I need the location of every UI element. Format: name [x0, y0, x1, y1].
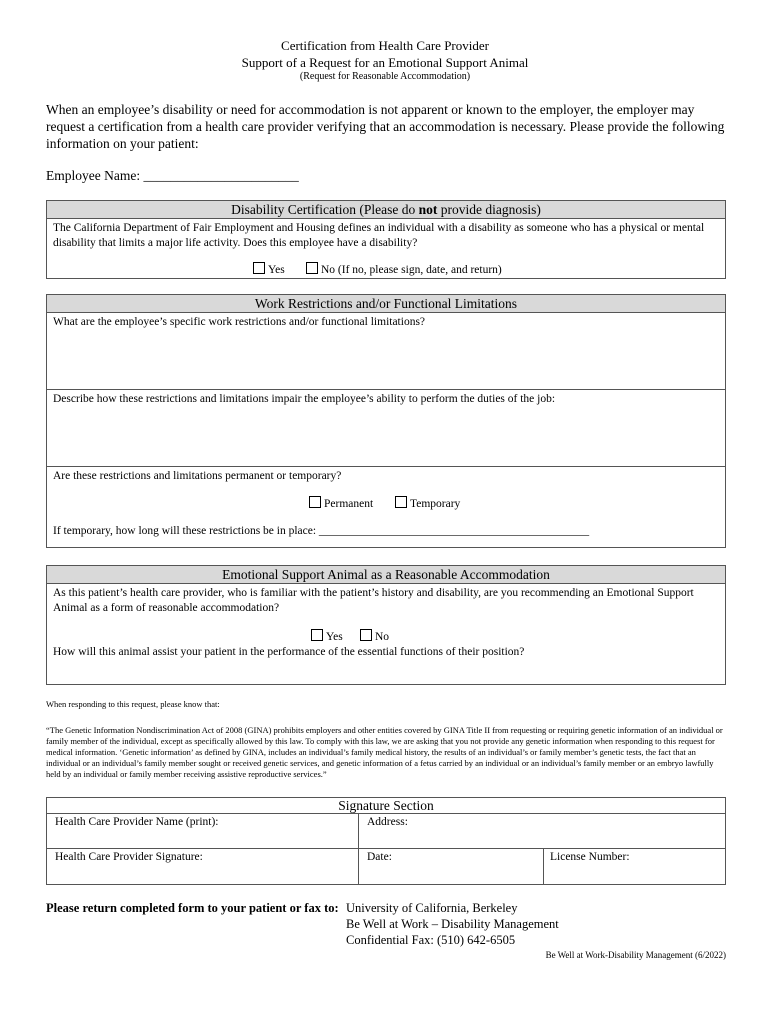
impair-question: Describe how these restrictions and limitations impair the employee’s ability to perform the duties of the job:	[53, 393, 556, 405]
divider	[543, 848, 544, 885]
temporary-duration-field[interactable]: If temporary, how long will these restrictions be in place: _______________________________________________	[53, 525, 590, 537]
provider-name-field[interactable]: Health Care Provider Name (print):	[55, 816, 219, 828]
address-field[interactable]: Address:	[367, 816, 408, 828]
esa-yes-option[interactable]: Yes	[311, 629, 343, 643]
disability-heading: Disability Certification (Please do not provide diagnosis)	[47, 201, 725, 219]
esa-section	[46, 565, 726, 685]
footer: Be Well at Work-Disability Management (6/2022)	[545, 950, 726, 960]
form-title: Certification from Health Care Provider	[281, 38, 489, 53]
signature-heading: Signature Section	[338, 798, 434, 813]
gina-lead: When responding to this request, please know that:	[46, 699, 220, 709]
divider	[47, 848, 725, 849]
return-address	[346, 900, 559, 948]
provider-signature-field[interactable]: Health Care Provider Signature:	[55, 851, 203, 863]
gina-notice: “The Genetic Information Nondiscrimination Act of 2008 (GINA) prohibits employers and other entities covered by GINA Title II from requesting or requiring genetic information of an individual or family member of the individual, except as specifically allowed by this law. To comply with this law, we are asking that you not provide any genetic information when responding to this request for medical information. ‘Genetic information’ as defined by GINA, includes an individual’s family medical history, the results of an individual’s or family member’s genetic tests, the fact that an individual or an individual’s family member sought or received genetic services, and genetic information of a fetus carried by an individual or an individual’s family member or an embryo lawfully held by an individual or family member receiving assistive reproductive services.”	[46, 725, 723, 779]
disability-no-option[interactable]: No (If no, please sign, date, and return)	[306, 262, 502, 276]
return-fax: Confidential Fax: (510) 642-6505	[346, 933, 516, 947]
checkbox-icon[interactable]	[253, 262, 265, 274]
form-note: (Request for Reasonable Accommodation)	[299, 71, 471, 82]
esa-heading: Emotional Support Animal as a Reasonable Accommodation	[47, 566, 725, 584]
checkbox-icon[interactable]	[395, 496, 407, 508]
esa-question: As this patient’s health care provider, who is familiar with the patient’s history and disability, are you recommending an Emotional Support Animal as a form of reasonable accommodation?	[53, 587, 694, 614]
form-subtitle: Support of a Request for an Emotional Support Animal	[241, 55, 529, 70]
disability-section	[46, 200, 726, 279]
restrictions-heading: Work Restrictions and/or Functional Limitations	[47, 295, 725, 313]
signature-section	[46, 797, 726, 885]
disability-yes-option[interactable]: Yes	[253, 262, 285, 276]
return-instructions: Please return completed form to your patient or fax to:	[46, 901, 339, 915]
checkbox-icon[interactable]	[306, 262, 318, 274]
employee-name-field[interactable]: Employee Name: _______________________	[46, 168, 299, 183]
checkbox-icon[interactable]	[311, 629, 323, 641]
esa-no-option[interactable]: No	[360, 629, 389, 643]
duration-type-question: Are these restrictions and limitations permanent or temporary?	[53, 470, 342, 482]
date-field[interactable]: Date:	[367, 851, 392, 863]
return-line-1: University of California, Berkeley	[346, 901, 518, 915]
intro-paragraph: When an employee’s disability or need for accommodation is not apparent or known to the employer, the employer may request a certification from a health care provider verifying that an accommodation is necessary. Please provide the following information on your patient:	[46, 102, 725, 151]
checkbox-icon[interactable]	[360, 629, 372, 641]
return-line-2: Be Well at Work – Disability Management	[346, 917, 559, 931]
esa-assist-question: How will this animal assist your patient in the performance of the essential functions of their position?	[53, 646, 525, 658]
permanent-option[interactable]: Permanent	[309, 496, 373, 510]
temporary-option[interactable]: Temporary	[395, 496, 460, 510]
checkbox-icon[interactable]	[309, 496, 321, 508]
restrictions-question: What are the employee’s specific work restrictions and/or functional limitations?	[53, 316, 426, 328]
restrictions-section	[46, 294, 726, 548]
disability-text: The California Department of Fair Employment and Housing defines an individual with a disability as someone who has a physical or mental disability that limits a major life activity. Does this employee have a disability?	[53, 222, 705, 249]
license-number-field[interactable]: License Number:	[550, 851, 630, 863]
divider	[358, 813, 359, 885]
divider	[47, 813, 725, 814]
